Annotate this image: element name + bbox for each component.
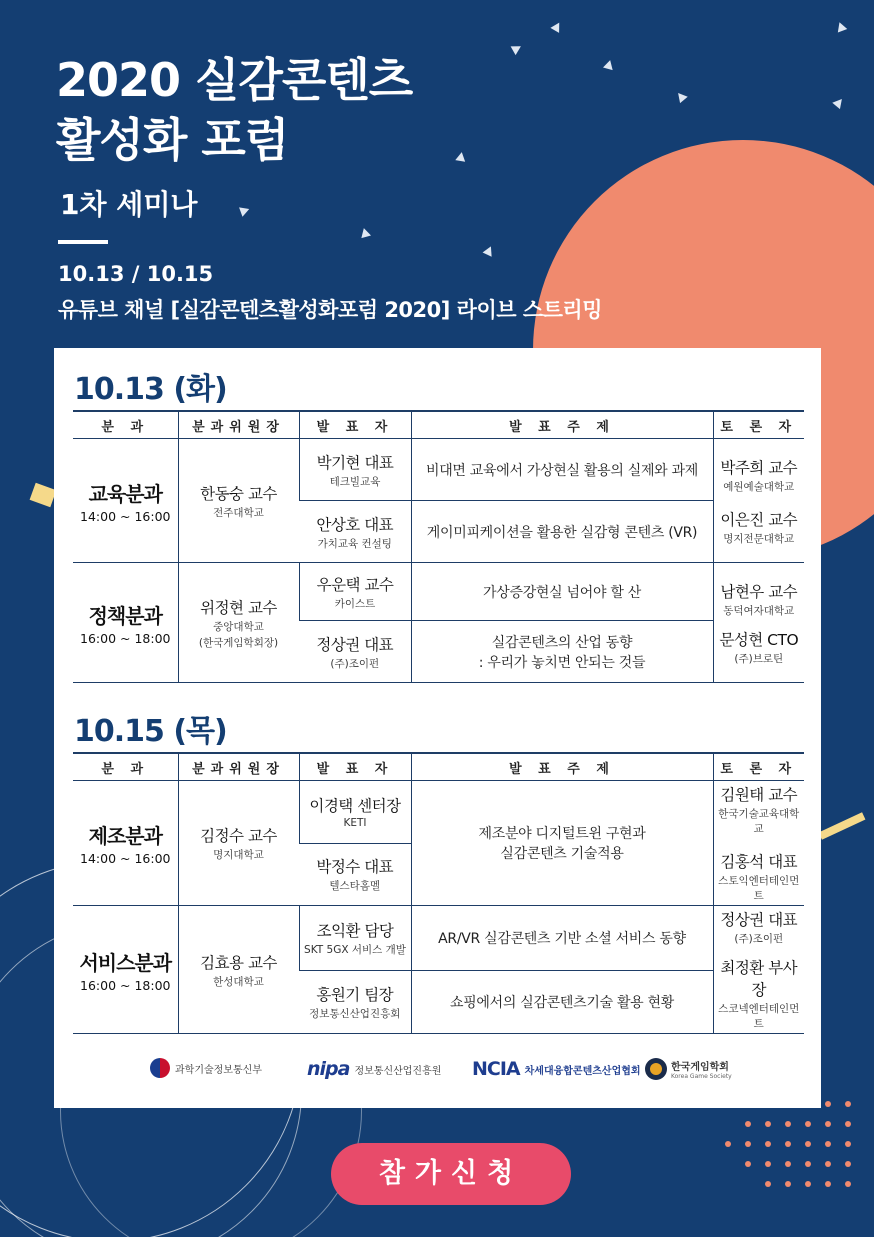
discussant-org: 예원예술대학교 (723, 480, 795, 493)
decorative-triangle (550, 20, 563, 33)
table-row (73, 781, 804, 844)
session-name: 서비스분과 (79, 950, 172, 975)
presenter-name: 우운택 교수 (316, 575, 394, 594)
sponsor-logos (54, 1048, 821, 1088)
discussant-cell (713, 906, 804, 1034)
decorative-triangle (674, 90, 687, 103)
msit-name: 과학기술정보통신부 (175, 1064, 262, 1076)
chair-cell (178, 781, 299, 906)
title-line-1: 2020 실감콘텐츠 (56, 53, 413, 107)
presenter-org: 카이스트 (334, 597, 376, 610)
discussant-name: 이은진 교수 (720, 510, 798, 529)
topic-text: AR/VR 실감콘텐츠 기반 소셜 서비스 동향 (438, 931, 686, 948)
discussant-org: 동덕여자대학교 (723, 604, 795, 617)
chair-cell (178, 563, 299, 683)
day1-heading: 10.13 (화) (74, 372, 227, 407)
presenter-name: 이경택 센터장 (309, 797, 401, 816)
topic-text-line2: : 우리가 놓치면 안되는 것들 (478, 654, 646, 671)
decorative-triangle (835, 21, 847, 33)
presenter-name: 박기현 대표 (316, 453, 394, 472)
header-presenter: 발 표 자 (299, 411, 411, 439)
topic-cell (411, 906, 713, 971)
chair-cell (178, 906, 299, 1034)
discussant-org: 스코넥엔터테인먼트 (718, 1003, 800, 1030)
presenter-org: SKT 5GX 서비스 개발 (304, 944, 406, 957)
ncia-mark: NCIA (472, 1058, 520, 1080)
decorative-triangle (359, 227, 371, 238)
presenter-cell (299, 781, 411, 844)
presenter-org: KETI (343, 817, 367, 830)
chair-name: 김정수 교수 (200, 827, 277, 845)
korea-seal-icon (150, 1058, 170, 1078)
day2-table (73, 752, 804, 1034)
discussant-org: 한국기술교육대학교 (718, 808, 800, 835)
decorative-strip (819, 812, 866, 840)
session-time: 14:00 ~ 16:00 (80, 508, 171, 524)
event-dates: 10.13 / 10.15 (58, 262, 214, 286)
header-discussant: 토 론 자 (713, 411, 804, 439)
discussant-name: 문성현 CTO (719, 630, 799, 649)
discussant-org: (주)조이펀 (734, 933, 784, 945)
discussant-name: 최정환 부사장 (720, 959, 798, 999)
session-name: 제조분과 (88, 824, 162, 848)
discussant-cell (713, 439, 804, 563)
presenter-org: 텔스타홈멜 (329, 880, 381, 893)
decorative-triangle (511, 42, 524, 55)
topic-text: 실감콘텐츠의 산업 동향 (491, 634, 633, 651)
topic-cell (411, 971, 713, 1034)
session-time: 16:00 ~ 18:00 (80, 977, 171, 993)
presenter-cell (299, 501, 411, 563)
decorative-triangle (455, 151, 466, 162)
topic-cell (411, 439, 713, 501)
header-chair: 분과위원장 (178, 411, 299, 439)
presenter-name: 홍원기 팀장 (316, 986, 394, 1005)
topic-cell (411, 781, 713, 906)
presenter-org: 테크빌교육 (329, 475, 381, 488)
nipa-name: 정보통신산업진흥원 (354, 1065, 442, 1077)
chair-name: 김효용 교수 (200, 953, 277, 972)
header-session: 분 과 (73, 411, 178, 439)
apply-button[interactable]: 참가신청 (331, 1143, 571, 1205)
kgs-emblem-icon (645, 1058, 667, 1080)
topic-cell (411, 501, 713, 563)
chair-name: 위정현 교수 (200, 598, 277, 617)
presenter-name: 정상권 대표 (316, 635, 394, 654)
presenter-cell (299, 843, 411, 906)
presenter-org: 가치교육 컨설팅 (317, 537, 392, 550)
table-row (73, 439, 804, 501)
presenter-name: 박정수 대표 (316, 858, 394, 877)
topic-cell (411, 563, 713, 621)
discussant-name: 정상권 대표 (720, 911, 798, 929)
header-topic: 발 표 주 제 (411, 411, 713, 439)
decorative-triangle (483, 244, 496, 256)
discussant-cell (713, 563, 804, 683)
discussant-org: 스토익엔터테인먼트 (718, 875, 800, 902)
session-cell (73, 439, 178, 563)
session-time: 14:00 ~ 16:00 (80, 851, 171, 866)
header-presenter: 발 표 자 (299, 753, 411, 781)
discussant-name: 박주희 교수 (720, 458, 798, 477)
header-session: 분 과 (73, 753, 178, 781)
schedule-card (54, 348, 821, 1108)
stream-channel: 유튜브 채널 [실감콘텐츠활성화포럼 2020] 라이브 스트리밍 (58, 298, 602, 322)
topic-text: 비대면 교육에서 가상현실 활용의 실제와 과제 (425, 462, 698, 479)
header-chair: 분과위원장 (178, 753, 299, 781)
topic-text: 가상증강현실 넘어야 할 산 (483, 584, 641, 601)
divider (58, 240, 108, 244)
decorative-triangle (832, 96, 845, 109)
presenter-cell (299, 971, 411, 1034)
presenter-org: (주)조이펀 (330, 657, 380, 670)
presenter-name: 안상호 대표 (316, 515, 394, 534)
decorative-triangle (603, 59, 615, 70)
kgs-name: 한국게임학회 (671, 1062, 729, 1073)
msit-logo (150, 1058, 262, 1078)
header-topic: 발 표 주 제 (411, 753, 713, 781)
ncia-logo (472, 1058, 641, 1080)
presenter-cell (299, 906, 411, 971)
chair-org: 한성대학교 (213, 975, 264, 988)
chair-org: 명지대학교 (213, 849, 264, 861)
discussant-org: 명지전문대학교 (723, 532, 795, 545)
day2-heading: 10.15 (목) (74, 714, 227, 749)
chair-name: 한동숭 교수 (200, 484, 277, 503)
discussant-cell (713, 781, 804, 906)
session-time: 16:00 ~ 18:00 (80, 630, 171, 646)
topic-text-line2: 실감콘텐츠 기술적용 (500, 846, 624, 862)
presenter-cell (299, 621, 411, 683)
page-title (56, 50, 412, 170)
kgs-sub: Korea Game Society (671, 1073, 732, 1080)
discussant-name: 김홍석 대표 (720, 853, 798, 871)
title-line-2: 활성화 포럼 (56, 113, 289, 167)
table-row (73, 906, 804, 971)
decorative-strip (30, 483, 57, 507)
topic-cell (411, 621, 713, 683)
presenter-cell (299, 563, 411, 621)
presenter-org: 정보통신산업진흥회 (309, 1008, 401, 1021)
decorative-dots (718, 1098, 868, 1198)
session-cell (73, 906, 178, 1034)
session-name: 교육분과 (88, 481, 162, 506)
topic-text: 제조분야 디지털트윈 구현과 (478, 826, 646, 842)
session-cell (73, 781, 178, 906)
header-discussant: 토 론 자 (713, 753, 804, 781)
topic-text: 쇼핑에서의 실감콘텐츠기술 활용 현황 (449, 995, 675, 1012)
discussant-org: (주)브로틴 (734, 652, 784, 665)
decorative-triangle (239, 204, 251, 216)
topic-text: 게이미피케이션을 활용한 실감형 콘텐츠 (VR) (426, 524, 698, 541)
day1-table (73, 410, 804, 683)
chair-org: 전주대학교 (213, 506, 264, 519)
chair-org: 중앙대학교 (213, 620, 264, 633)
session-cell (73, 563, 178, 683)
discussant-name: 김원태 교수 (720, 786, 798, 804)
presenter-name: 조익환 담당 (316, 922, 394, 941)
kgs-logo (645, 1058, 732, 1080)
chair-cell (178, 439, 299, 563)
ncia-name: 차세대융합콘텐츠산업협회 (524, 1065, 641, 1077)
nipa-mark: nipa (307, 1058, 350, 1080)
table-row (73, 563, 804, 621)
table-header-row (73, 411, 804, 439)
discussant-name: 남현우 교수 (720, 582, 798, 601)
chair-org-extra: (한국게임학회장) (198, 636, 279, 649)
presenter-cell (299, 439, 411, 501)
table-header-row (73, 753, 804, 781)
session-name: 정책분과 (88, 603, 162, 628)
subtitle: 1차 세미나 (60, 188, 198, 221)
nipa-logo (307, 1058, 441, 1080)
